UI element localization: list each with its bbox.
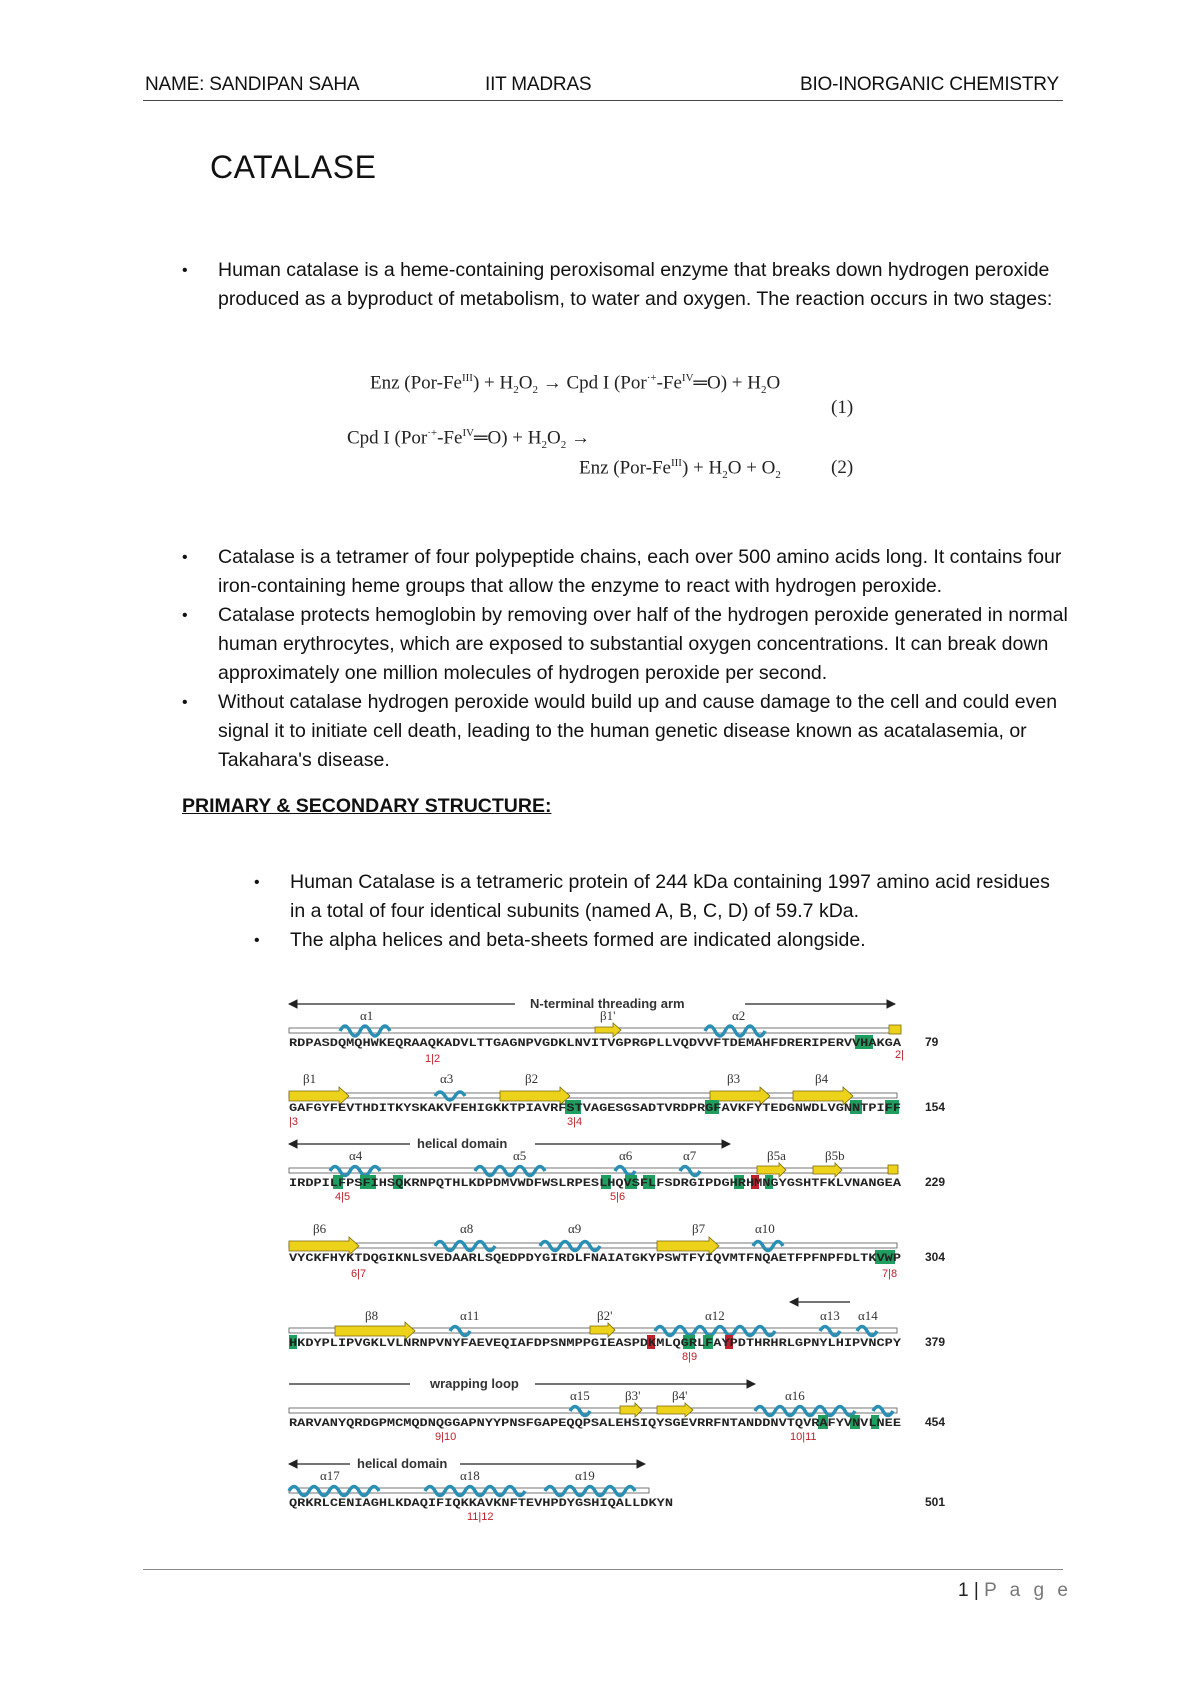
residue-number: 379 xyxy=(925,1335,945,1349)
helix-label: α6 xyxy=(619,1148,633,1163)
sequence-row-4: VYCKFHYKTDQGIKNLSVEDAARLSQEDPDYGIRDLFNAIATGKYPSWTFYIQVMTFNQAETFPFNPFDLTKVWP xyxy=(289,1253,902,1265)
helix-label: α2 xyxy=(732,1008,746,1023)
helix-label: α4 xyxy=(349,1148,363,1163)
page-number: 1 | P a g e xyxy=(958,1580,1072,1601)
helix-label: α14 xyxy=(858,1308,878,1323)
ss-bond-label: 4|5 xyxy=(335,1191,351,1203)
helix-label: α16 xyxy=(785,1388,805,1403)
ss-bond-label: 3|4 xyxy=(567,1116,583,1128)
ss-bond-label: 6|7 xyxy=(351,1268,367,1280)
helix-label: α7 xyxy=(683,1148,697,1163)
helix-label: α9 xyxy=(568,1221,582,1236)
domain-label: wrapping loop xyxy=(430,1376,519,1391)
helix-label: α18 xyxy=(460,1468,480,1483)
residue-number: 79 xyxy=(925,1035,939,1049)
equation-1: Enz $(Por-Fe^{III}) + H_2O_2$ → Cpd I $(Por^{\cdot+}-Fe^{IV}═O) + H_2O$ xyxy=(370,372,781,397)
strand-label: β7 xyxy=(692,1221,706,1236)
sequence-row-3: IRDPILFPSFIHSQKRNPQTHLKDPDMVWDFWSLRPESLHQVSFLFSDRGIPDGHRHMNGYGSHTFKLVNANGEA xyxy=(289,1178,902,1190)
equation-2-number: (2) xyxy=(831,457,854,478)
helix-label: α15 xyxy=(570,1388,590,1403)
equation-2-line2: Enz $(Por-Fe^{III}) + H_2O + O_2$ xyxy=(579,457,781,482)
sequence-row-1: RDPASDQMQHWKEQRAAQKADVLTTGAGNPVGDKLNVITVGPRGPLLVQDVVFTDEMAHFDRERIPERVVHAKGA xyxy=(289,1038,902,1050)
ss-bond-label: 8|9 xyxy=(682,1351,698,1363)
bullet-icon: • xyxy=(254,874,260,891)
structure-row-3 xyxy=(289,1136,945,1203)
strand-label: β2 xyxy=(525,1071,539,1086)
bullet-text: Without catalase hydrogen peroxide would build up and cause damage to the cell and could even signal it to initiate cell death, leading to the human genetic disease known as acatalasemia, or Takahara's disease. xyxy=(218,691,1058,771)
bullet-icon: • xyxy=(182,549,188,566)
structure-row-4 xyxy=(289,1221,945,1280)
strand-label: β5b xyxy=(825,1148,845,1163)
helix-label: α11 xyxy=(460,1308,480,1323)
helix-label: α8 xyxy=(460,1221,474,1236)
list-item xyxy=(182,601,1068,688)
strand-label: β1' xyxy=(600,1008,616,1023)
residue-number: 304 xyxy=(925,1250,945,1264)
ss-bond-label: 2| xyxy=(895,1049,904,1061)
strand-label: β8 xyxy=(365,1308,379,1323)
bullet-text: Human Catalase is a tetrameric protein of 244 kDa containing 1997 amino acid residues in a total of four identical subunits (named A, B, C, D) of 59.7 kDa. xyxy=(290,871,1050,922)
strand-label: β4' xyxy=(672,1388,688,1403)
intro-text: Human catalase is a heme-containing peroxisomal enzyme that breaks down hydrogen peroxide produced as a byproduct of metabolism, to water and oxygen. The reaction occurs in two stages: xyxy=(218,259,1053,310)
ss-bond-label: 1|2 xyxy=(425,1053,441,1065)
bullet-text: Catalase protects hemoglobin by removing over half of the hydrogen peroxide generated in normal human erythrocytes, which are exposed to substantial oxygen concentrations. It can break down approximately one million molecules of hydrogen peroxide per second. xyxy=(218,604,1068,684)
helix-label: α3 xyxy=(440,1071,454,1086)
list-item xyxy=(182,688,1068,775)
bullet-icon: • xyxy=(182,694,188,711)
list-item xyxy=(182,543,1068,601)
list-item xyxy=(254,926,1070,955)
sequence-row-6: RARVANYQRDGPMCMQDNQGGAPNYYPNSFGAPEQQPSALEHSIQYSGEVRRFNTANDDNVTQVRAFYVNVLNEE xyxy=(289,1418,902,1430)
ss-bond-label: |3 xyxy=(289,1116,298,1128)
strand-label: β6 xyxy=(313,1221,327,1236)
bullet-text: The alpha helices and beta-sheets formed are indicated alongside. xyxy=(290,929,866,951)
residue-number: 501 xyxy=(925,1495,945,1509)
section-heading: PRIMARY & SECONDARY STRUCTURE: xyxy=(182,795,552,817)
structure-row-6 xyxy=(289,1376,945,1443)
footer-rule xyxy=(143,1569,1063,1570)
residue-number: 154 xyxy=(925,1100,945,1114)
strand-label: β4 xyxy=(815,1071,829,1086)
domain-label: helical domain xyxy=(357,1456,448,1471)
helix-label: α10 xyxy=(755,1221,775,1236)
header-subject: BIO-INORGANIC CHEMISTRY xyxy=(800,74,1059,95)
domain-label: N-terminal threading arm xyxy=(530,996,685,1011)
structure-row-5 xyxy=(289,1302,945,1363)
helix-label: α19 xyxy=(575,1468,595,1483)
helix-label: α17 xyxy=(320,1468,340,1483)
page-label: P a g e xyxy=(984,1580,1072,1601)
ss-bond-label: 9|10 xyxy=(435,1431,457,1443)
strand-label: β3 xyxy=(727,1071,741,1086)
sequence-row-2: GAFGYFEVTHDITKYSKAKVFEHIGKKTPIAVRFSTVAGESGSADTVRDPRGFAVKFYTEDGNWDLVGNNTPIFF xyxy=(289,1103,902,1115)
structure-list xyxy=(254,868,1070,955)
structure-row-2 xyxy=(289,1071,945,1128)
header-author: NAME: SANDIPAN SAHA xyxy=(145,74,360,95)
header-institute: IIT MADRAS xyxy=(485,74,592,95)
secondary-structure-figure xyxy=(285,990,945,1530)
domain-label: helical domain xyxy=(417,1136,508,1151)
bullet-icon: • xyxy=(254,932,260,949)
header-rule xyxy=(143,100,1063,101)
ss-bond-label: 11|12 xyxy=(467,1511,494,1523)
page-number-value: 1 xyxy=(958,1580,969,1601)
intro-bullet xyxy=(182,256,1068,314)
helix-label: α1 xyxy=(360,1008,374,1023)
ss-bond-label: 5|6 xyxy=(610,1191,626,1203)
facts-list xyxy=(182,543,1068,775)
equation-1-number: (1) xyxy=(831,397,854,418)
bullet-icon: • xyxy=(182,607,188,624)
structure-row-1 xyxy=(289,996,939,1065)
residue-number: 229 xyxy=(925,1175,945,1189)
helix-label: α5 xyxy=(513,1148,527,1163)
structure-row-7 xyxy=(289,1456,945,1523)
equation-2-line1: Cpd I $(Por^{\cdot+}-Fe^{IV}═O) + H_2O_2$ → xyxy=(347,427,590,452)
strand-label: β2' xyxy=(597,1308,613,1323)
ss-bond-label: 10|11 xyxy=(790,1431,817,1443)
list-item xyxy=(254,868,1070,926)
sequence-row-5: HKDYPLIPVGKLVLNRNPVNYFAEVEQIAFDPSNMPPGIEASPDKMLQGRLFAYPDTHRHRLGPNYLHIPVNCPY xyxy=(289,1338,902,1350)
helix-label: α13 xyxy=(820,1308,840,1323)
strand-label: β1 xyxy=(303,1071,317,1086)
page-title: CATALASE xyxy=(210,149,377,185)
residue-number: 454 xyxy=(925,1415,945,1429)
bullet-text: Catalase is a tetramer of four polypeptide chains, each over 500 amino acids long. It contains four iron-containing heme groups that allow the enzyme to react with hydrogen peroxide. xyxy=(218,546,1062,597)
strand-label: β5a xyxy=(767,1148,786,1163)
ss-bond-label: 7|8 xyxy=(882,1268,898,1280)
bullet-icon: • xyxy=(182,262,188,279)
helix-label: α12 xyxy=(705,1308,725,1323)
intro-list xyxy=(182,256,1068,314)
strand-label: β3' xyxy=(625,1388,641,1403)
sequence-row-7: QRKRLCENIAGHLKDAQIFIQKKAVKNFTEVHPDYGSHIQALLDKYN xyxy=(289,1498,673,1510)
